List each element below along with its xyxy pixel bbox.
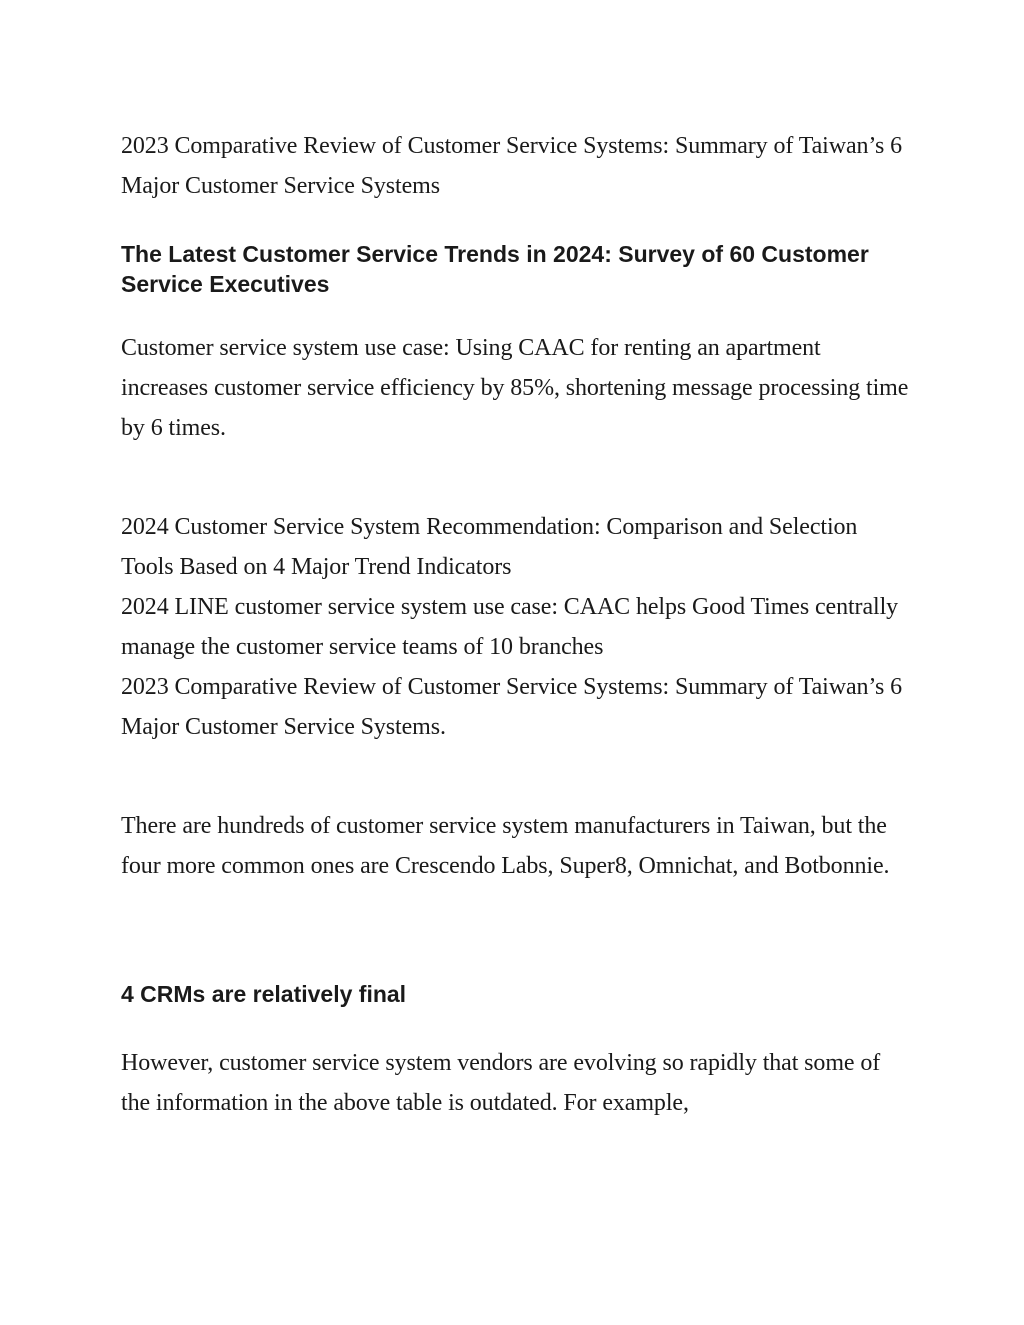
document-page	[121, 126, 911, 1123]
trends-heading: The Latest Customer Service Trends in 2024: Survey of 60 Customer Service Executives	[121, 241, 869, 297]
vendors-paragraph: However, customer service system vendors are evolving so rapidly that some of the information in the above table is outdated. For example,	[121, 1050, 881, 1116]
manufacturers-paragraph: There are hundreds of customer service system manufacturers in Taiwan, but the four more common ones are Crescendo Labs, Super8, Omnichat, and Botbonnie.	[121, 813, 890, 879]
related-articles-block	[121, 507, 911, 747]
use-case-paragraph: Customer service system use case: Using CAAC for renting an apartment increases customer service efficiency by 85%, shortening message processing time by 6 times.	[121, 335, 909, 441]
intro-paragraph: 2023 Comparative Review of Customer Service Systems: Summary of Taiwan’s 6 Major Customer Service Systems	[121, 133, 903, 199]
related-article-line: 2024 Customer Service System Recommendation: Comparison and Selection Tools Based on 4 Major Trend Indicators	[121, 514, 858, 580]
crms-heading: 4 CRMs are relatively final	[121, 981, 407, 1007]
related-article-line: 2023 Comparative Review of Customer Service Systems: Summary of Taiwan’s 6 Major Customer Service Systems.	[121, 674, 903, 740]
related-article-line: 2024 LINE customer service system use case: CAAC helps Good Times centrally manage the customer service teams of 10 branches	[121, 594, 899, 660]
